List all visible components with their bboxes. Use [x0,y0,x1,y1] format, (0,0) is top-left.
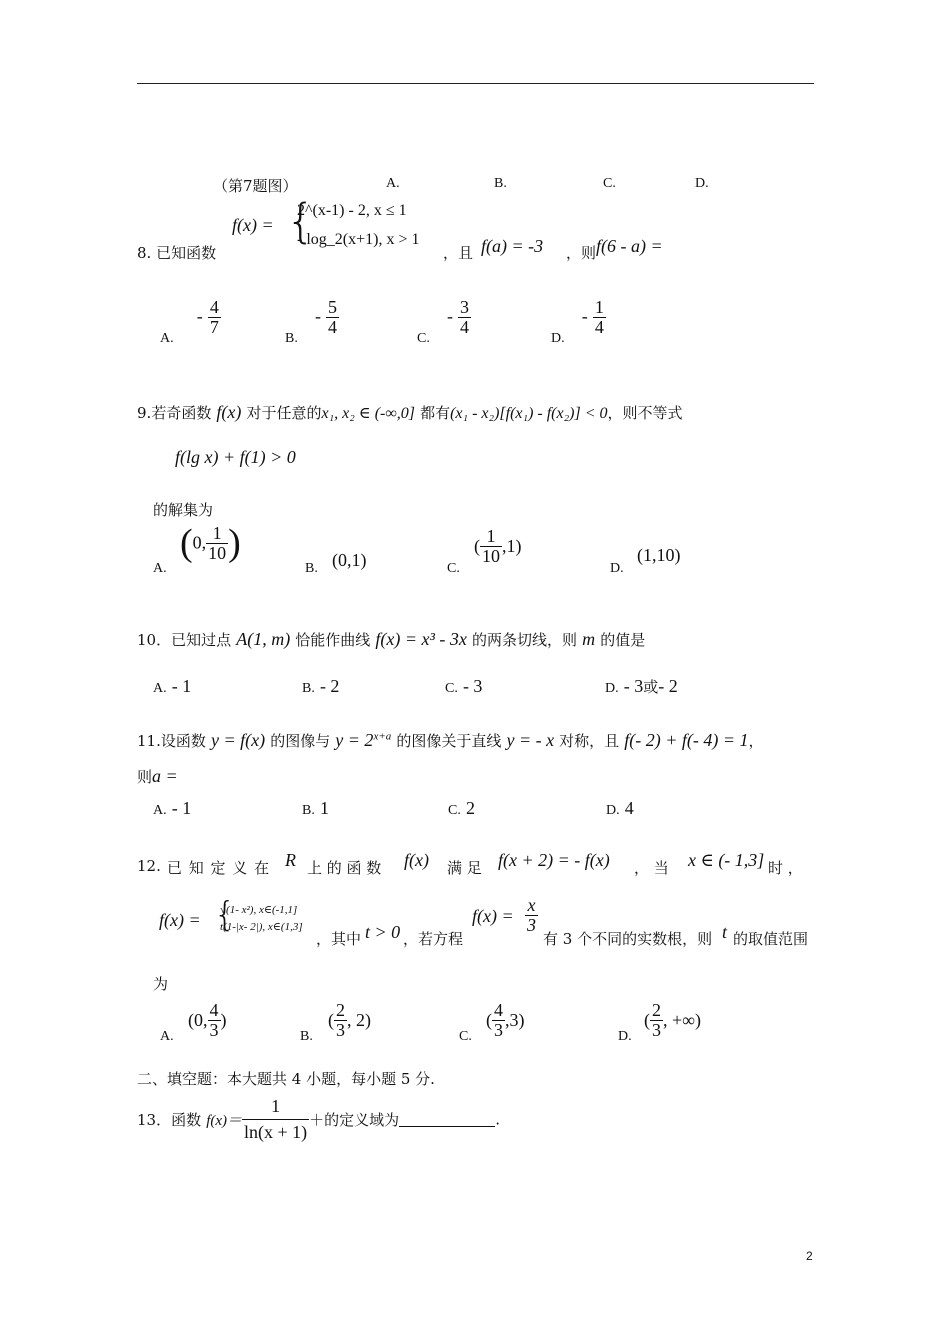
header-rule [137,83,814,84]
q11-f2-base: y = 2 [335,730,374,750]
q13-text1: 函数 [171,1110,202,1129]
q11-option-c-label: C. [448,803,461,818]
q8-piece2-text: - log_2(x+1), x > 1 [297,231,420,248]
q13-answer-blank[interactable] [399,1112,495,1127]
q9-option-a-value: (0, $\frac{1}{10}$ ) [180,522,241,564]
q12-cond: f(x + 2) = - f(x) [498,850,610,870]
q12-option-c-label: C. [459,1029,472,1044]
q8-option-d-num: 1 [594,297,604,317]
q8-stem [137,242,216,263]
q8-text3: ，则 [566,244,597,262]
q10-text4: 的值是 [600,631,646,649]
q11-line: y = - x [506,730,555,750]
q12-tcond: t > 0 [365,922,401,942]
q11-text1: 设函数 [160,732,206,750]
q12-t: t [722,922,728,942]
q9-option-d-value: (1,10) [637,545,681,565]
q10-option-d-value2: - 2 [658,676,678,696]
q12-text4: ， 当 [634,859,669,877]
q12-R: R [285,850,296,870]
q9-option-a-lparen: ( [180,522,193,564]
q12-eq-left: f(x) = [472,906,514,926]
q12-piece2: t(1-|x- 2|), x∈(1,3] [220,921,303,933]
q11-ask: a = [152,766,178,786]
q8-condition: f(a) = -3 [481,236,544,256]
q13-frac-den: ln(x + 1) [242,1119,309,1142]
q9-option-b-label: B. [305,561,318,576]
q7-option-c: C. [603,176,616,191]
q12-option-c-value: ( $\frac{4}{3}$ ,3) [486,1000,525,1040]
q7-option-b: B. [494,176,507,191]
q11-option-a-value: - 1 [171,798,192,818]
q11-option-d-value: 4 [624,798,634,818]
q12-option-a-label: A. [160,1029,174,1044]
q9-fx: f(x) [216,402,242,422]
page-number: 2 [806,1249,813,1263]
q9-option-c-den: 10 [482,545,500,566]
q8-target: f(6 - a) = [596,236,663,256]
q9-option-c-num: 1 [486,526,496,546]
q9-domain: x₁, x₂ ∈ (-∞,0] [321,405,415,422]
q10-option-d-label: D. [605,681,619,696]
q13-number: 13． [137,1110,172,1129]
q12-number: 12. [137,857,161,875]
q12-text2: 上 的 函 数 [307,859,382,877]
q11-option-d [606,798,634,819]
q11-text2: 的图像与 [270,732,331,750]
q12-piece1: √(1- x²), x∈(-1,1] [220,904,298,916]
q11-text4: 对称，且 [559,732,620,750]
q8-text2: ，且 [443,244,474,262]
q12-text1: 已 知 定 义 在 [167,859,270,877]
q10-option-d-or: 或 [643,678,659,696]
q13-tail: . [495,1110,500,1129]
q11-number: 11. [137,732,161,750]
q13-frac-num: 1 [271,1096,281,1116]
q8-option-d-label: D. [551,330,565,346]
q10-option-a [153,676,191,697]
q12-eq-frac [525,896,538,935]
q11-option-b-label: B. [302,803,315,818]
q10-point: A(1, m) [236,629,291,649]
q8-option-c-den: 4 [460,316,470,337]
q8-option-d-sign: - [581,305,588,326]
q11-option-b-value: 1 [319,798,329,818]
q7-caption: （第7题图） [213,177,298,195]
q10-number: 10． [137,631,172,649]
q8-option-a-label: A. [160,330,174,346]
q9-option-a-label: A. [153,561,167,576]
q9-text2: 对于任意的 [246,404,322,422]
q8-option-b-sign: - [314,305,321,326]
q8-option-c-label: C. [417,330,430,346]
q9-ineq: (x₁ - x₂)[f(x₁) - f(x₂)] < 0 [450,405,608,422]
q9-ineq2: f(lg x) + f(1) > 0 [175,447,296,467]
q12-text8: 有 3 个不同的实数根，则 [543,930,713,948]
q12-text5: 时 ， [768,859,803,877]
q8-option-b [285,298,339,347]
q8-option-d [551,298,606,347]
q9-option-a-num: 1 [212,522,222,543]
q12-option-a-value: (0, $\frac{4}{3}$ ) [188,1000,227,1040]
q11-option-a-label: A. [153,803,167,818]
q8-text1: 已知函数 [156,244,217,262]
q9-option-a-den: 10 [208,542,227,563]
q8-option-a-num: 4 [209,297,219,317]
q9-option-c-value: ( $\frac{1}{10}$ ,1) [474,526,522,566]
q11-text3: 的图像关于直线 [396,732,502,750]
q10-m: m [582,629,596,649]
q13-text2: ＋的定义域为 [309,1110,400,1129]
q12-dom: x ∈ (- 1,3] [688,850,765,870]
q9-option-c-label: C. [447,561,460,576]
q10-option-c [445,676,482,697]
q12-option-d-value: ( $\frac{2}{3}$ , +∞) [644,1000,701,1040]
q10-option-a-value: - 1 [171,676,192,696]
q12-fdef: f(x) = [159,910,201,930]
q8-option-c-num: 3 [460,297,470,317]
q10-option-d [605,676,678,697]
q10-text1: 已知过点 [171,631,232,649]
q9-line1 [137,402,683,423]
q9-option-d-label: D. [610,561,624,576]
q12-text3: 满 足 [447,859,482,877]
q8-option-a-den: 7 [209,316,219,337]
q8-piece1 [297,202,407,220]
q13-fx: f(x)＝ [206,1112,243,1129]
q9-text3: 都有 [420,404,451,422]
q8-option-b-label: B. [285,330,298,346]
q10-line [137,629,645,650]
q7-option-d: D. [695,176,709,191]
section2-heading: 二、填空题：本大题共 4 小题，每小题 5 分. [137,1070,435,1088]
q12-text6: ，其中 [316,930,362,948]
q7-option-a: A. [386,176,400,191]
q11-option-a [153,798,191,819]
q11-line1 [137,730,764,751]
q10-option-b-value: - 2 [319,676,340,696]
q11-f2-exp: x+a [373,730,392,743]
q12-text10: 为 [153,975,169,993]
q12-text7: ，若方程 [403,930,464,948]
q12-option-d-label: D. [618,1029,632,1044]
q8-option-c [417,298,471,347]
q8-option-a [160,298,221,347]
q10-text3: 的两条切线，则 [471,631,577,649]
q9-option-b-value: (0,1) [332,550,367,570]
q11-line2 [137,766,178,787]
q9-option-a-rparen: ) [228,522,241,564]
q9-number: 9. [137,404,152,422]
q8-option-b-den: 4 [328,316,338,337]
q10-text2: 恰能作曲线 [295,631,371,649]
q9-text4: ，则不等式 [607,404,683,422]
q12-text9: 的取值范围 [733,930,809,948]
q8-number: 8. [137,244,152,262]
q9-text1: 若奇函数 [151,404,212,422]
q10-option-b [302,676,339,697]
q11-text5: 则 [137,768,153,786]
q9-text5: 的解集为 [153,501,214,519]
q11-cond: f(- 2) + f(- 4) = 1 [624,730,749,750]
q13-line [137,1097,500,1142]
q8-fx-lhs: f(x) = [232,215,274,235]
q8-piece2 [297,231,419,249]
q8-brace: { [286,194,316,248]
q10-option-c-label: C. [445,681,458,696]
q11-f1: y = f(x) [210,730,266,750]
q11-tail: ， [748,732,764,750]
q12-eq-den: 3 [527,914,536,935]
q8-option-a-sign: - [196,305,203,326]
q10-option-a-label: A. [153,681,167,696]
q8-piece1-text: 2^(x-1) - 2, x ≤ 1 [297,202,407,219]
q11-option-c [448,798,475,819]
q10-option-d-value: - 3 [623,676,644,696]
q11-option-b [302,798,329,819]
q10-option-c-value: - 3 [462,676,483,696]
q8-option-c-sign: - [446,305,453,326]
q12-eq-num: x [527,895,536,915]
q11-option-d-label: D. [606,803,620,818]
q12-option-b-label: B. [300,1029,313,1044]
q12-option-b-value: ( $\frac{2}{3}$ , 2) [328,1000,371,1040]
q10-option-b-label: B. [302,681,315,696]
q10-curve: f(x) = x³ - 3x [375,629,467,649]
q12-fx: f(x) [404,850,429,870]
q11-option-c-value: 2 [465,798,475,818]
q8-option-b-num: 5 [328,297,338,317]
q12-brace: { [214,895,236,935]
q8-option-d-den: 4 [594,316,604,337]
